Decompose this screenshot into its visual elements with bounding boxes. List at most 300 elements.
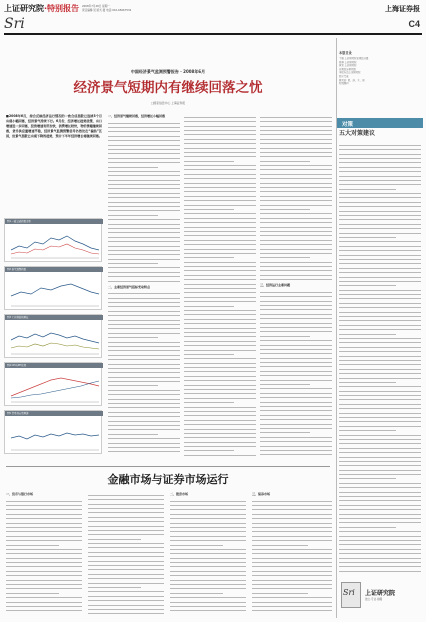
body-text-lines bbox=[252, 498, 332, 612]
text-line bbox=[88, 518, 164, 522]
text-line bbox=[252, 550, 332, 554]
chart-5 bbox=[4, 410, 102, 454]
text-line bbox=[184, 272, 256, 276]
section-heading: 三、经济运行主要问题 bbox=[260, 283, 291, 288]
text-line bbox=[260, 175, 332, 179]
text-line bbox=[88, 553, 164, 557]
text-line bbox=[184, 259, 256, 263]
text-line bbox=[260, 237, 332, 241]
text-line bbox=[184, 145, 256, 149]
text-line bbox=[6, 564, 82, 568]
text-line bbox=[339, 199, 421, 203]
text-line bbox=[184, 268, 256, 272]
text-line bbox=[184, 338, 256, 342]
text-line bbox=[88, 606, 164, 610]
text-line bbox=[339, 296, 421, 300]
text-line bbox=[184, 158, 234, 162]
text-line bbox=[88, 562, 164, 566]
text-line bbox=[184, 162, 256, 166]
text-line bbox=[339, 419, 421, 423]
text-column-2 bbox=[184, 114, 256, 460]
text-line bbox=[339, 524, 396, 528]
text-line bbox=[339, 322, 421, 326]
text-line bbox=[260, 329, 332, 333]
text-line bbox=[260, 140, 332, 144]
body-text-lines bbox=[339, 142, 421, 572]
text-line bbox=[170, 520, 246, 524]
text-line bbox=[6, 572, 82, 576]
chart-caption: 图1 一致合成指数走势 bbox=[5, 219, 103, 224]
text-line bbox=[108, 449, 180, 453]
text-line bbox=[184, 140, 256, 144]
text-line bbox=[339, 160, 421, 164]
text-line bbox=[6, 603, 82, 607]
text-line bbox=[339, 291, 421, 295]
text-line bbox=[108, 356, 180, 360]
text-line bbox=[184, 382, 256, 386]
text-line bbox=[108, 269, 180, 273]
text-line bbox=[184, 334, 256, 338]
text-line bbox=[339, 520, 421, 524]
text-line bbox=[184, 347, 256, 351]
text-line bbox=[339, 388, 421, 392]
text-line bbox=[184, 276, 256, 280]
text-line bbox=[260, 127, 332, 131]
text-line bbox=[108, 172, 180, 176]
text-line bbox=[339, 458, 421, 462]
text-line bbox=[252, 498, 332, 502]
text-line bbox=[170, 564, 246, 568]
body-text-lines bbox=[108, 120, 180, 282]
text-line bbox=[6, 511, 82, 515]
sidebar-index-title: 本版目录 bbox=[339, 51, 352, 55]
text-line bbox=[170, 590, 223, 594]
text-line bbox=[339, 217, 421, 221]
text-line bbox=[108, 142, 180, 146]
text-line bbox=[260, 233, 332, 237]
text-line bbox=[339, 335, 421, 339]
text-line bbox=[339, 366, 421, 370]
text-line bbox=[339, 449, 421, 453]
text-line bbox=[170, 568, 246, 572]
text-line bbox=[108, 208, 180, 212]
text-line bbox=[108, 186, 180, 190]
text-line bbox=[260, 145, 332, 149]
text-line bbox=[260, 154, 332, 158]
text-line bbox=[108, 151, 180, 155]
text-line bbox=[108, 146, 180, 150]
text-line bbox=[108, 221, 180, 225]
text-line bbox=[260, 416, 332, 420]
text-line bbox=[260, 263, 332, 267]
text-line bbox=[339, 515, 421, 519]
text-line bbox=[184, 426, 256, 430]
text-line bbox=[184, 298, 256, 302]
text-line bbox=[252, 586, 332, 590]
text-line bbox=[108, 164, 158, 168]
text-line bbox=[108, 129, 180, 133]
text-line bbox=[88, 532, 164, 536]
text-line bbox=[339, 269, 421, 273]
text-line bbox=[6, 581, 82, 585]
text-line bbox=[184, 114, 256, 118]
text-line bbox=[6, 586, 82, 590]
text-line bbox=[108, 422, 180, 426]
text-line bbox=[260, 228, 332, 232]
text-line bbox=[339, 484, 421, 488]
contact-line: 责任编辑:吴 版式:夏 电话:010-65667532 bbox=[82, 9, 132, 12]
text-line bbox=[6, 533, 82, 537]
text-line bbox=[252, 537, 332, 541]
text-line bbox=[108, 330, 180, 334]
text-line bbox=[170, 511, 246, 515]
text-line bbox=[88, 567, 164, 571]
logo-subtitle: 独立·专业·前瞻 bbox=[365, 598, 383, 601]
text-line bbox=[170, 599, 246, 603]
text-line bbox=[339, 436, 421, 440]
text-line bbox=[6, 559, 82, 563]
text-line bbox=[184, 408, 256, 412]
text-line bbox=[260, 324, 332, 328]
text-line bbox=[260, 351, 332, 355]
text-line bbox=[184, 316, 256, 320]
text-line bbox=[339, 208, 421, 212]
text-line bbox=[252, 511, 332, 515]
text-line bbox=[252, 559, 332, 563]
text-line bbox=[88, 580, 164, 584]
text-line bbox=[184, 435, 256, 439]
text-line bbox=[108, 260, 158, 264]
text-line bbox=[260, 430, 310, 434]
text-line bbox=[88, 589, 164, 593]
text-line bbox=[252, 555, 332, 559]
chart-2-graph bbox=[7, 274, 101, 309]
sidebar-index-line: 统筹 上证研究院 bbox=[339, 60, 357, 64]
text-line bbox=[108, 278, 180, 282]
text-line bbox=[260, 241, 332, 245]
right-sidebar bbox=[336, 38, 422, 618]
text-line bbox=[184, 452, 256, 456]
text-line bbox=[339, 304, 421, 308]
text-line bbox=[6, 577, 82, 581]
text-line bbox=[260, 158, 310, 162]
text-line bbox=[260, 386, 332, 390]
text-line bbox=[252, 594, 332, 598]
text-line bbox=[108, 247, 180, 251]
text-line bbox=[184, 184, 256, 188]
text-line bbox=[260, 215, 332, 219]
text-line bbox=[252, 608, 332, 612]
text-line bbox=[339, 300, 421, 304]
text-line bbox=[108, 405, 180, 409]
section-heading: 一、货币与银行市场 bbox=[6, 492, 34, 496]
text-line bbox=[339, 239, 421, 243]
text-line bbox=[339, 550, 421, 554]
text-line bbox=[184, 211, 256, 215]
text-line bbox=[260, 320, 332, 324]
text-line bbox=[6, 594, 82, 598]
text-line bbox=[6, 507, 82, 511]
text-line bbox=[260, 421, 332, 425]
text-line bbox=[6, 608, 82, 612]
text-line bbox=[184, 233, 256, 237]
text-line bbox=[339, 432, 421, 436]
text-line bbox=[170, 577, 246, 581]
text-line bbox=[6, 502, 82, 506]
text-line bbox=[339, 186, 396, 190]
text-line bbox=[108, 177, 180, 181]
text-line bbox=[260, 403, 332, 407]
text-line bbox=[260, 211, 332, 215]
text-line bbox=[252, 590, 308, 594]
text-line bbox=[339, 309, 421, 313]
text-line bbox=[184, 167, 256, 171]
text-line bbox=[184, 127, 256, 131]
text-line bbox=[88, 501, 164, 505]
text-line bbox=[260, 268, 332, 272]
text-line bbox=[339, 392, 421, 396]
text-line bbox=[339, 379, 396, 383]
text-line bbox=[339, 441, 421, 445]
logo-mark: Sri bbox=[343, 588, 355, 597]
text-line bbox=[170, 559, 246, 563]
text-line bbox=[88, 527, 164, 531]
text-line bbox=[260, 289, 332, 293]
text-line bbox=[184, 312, 256, 316]
text-line bbox=[260, 311, 332, 315]
text-line bbox=[184, 391, 256, 395]
text-line bbox=[260, 219, 332, 223]
text-line bbox=[252, 577, 332, 581]
text-line bbox=[339, 533, 421, 537]
text-line bbox=[170, 502, 246, 506]
text-line bbox=[339, 511, 421, 515]
text-line bbox=[184, 307, 256, 311]
text-line bbox=[88, 492, 164, 496]
text-line bbox=[170, 555, 246, 559]
text-line bbox=[260, 412, 332, 416]
text-line bbox=[184, 132, 256, 136]
section-heading: 三、债券市场 bbox=[252, 492, 271, 496]
text-line bbox=[339, 340, 421, 344]
chart-2 bbox=[4, 266, 102, 310]
text-line bbox=[339, 480, 421, 484]
text-line bbox=[6, 515, 82, 519]
text-line bbox=[184, 325, 256, 329]
text-line bbox=[170, 524, 246, 528]
text-line bbox=[108, 413, 180, 417]
text-line bbox=[170, 581, 246, 585]
text-line bbox=[339, 353, 421, 357]
text-line bbox=[184, 118, 256, 122]
text-line bbox=[170, 546, 246, 550]
sidebar-index-line: 研究员: 黄、孙、王、刘 bbox=[339, 78, 365, 82]
text-line bbox=[260, 206, 310, 210]
text-line bbox=[339, 151, 421, 155]
text-line bbox=[260, 315, 332, 319]
text-line bbox=[88, 505, 164, 509]
text-line bbox=[108, 409, 180, 413]
text-line bbox=[260, 224, 332, 228]
text-line bbox=[88, 575, 164, 579]
text-line bbox=[108, 159, 180, 163]
text-line bbox=[184, 417, 256, 421]
text-line bbox=[108, 273, 180, 277]
text-line bbox=[260, 399, 332, 403]
text-line bbox=[6, 520, 82, 524]
text-line bbox=[170, 515, 246, 519]
text-line bbox=[260, 342, 332, 346]
text-line bbox=[339, 506, 421, 510]
text-line bbox=[252, 502, 332, 506]
text-line bbox=[88, 540, 164, 544]
header-rule bbox=[4, 33, 422, 35]
text-line bbox=[108, 243, 180, 247]
text-line bbox=[260, 298, 332, 302]
text-line bbox=[339, 256, 421, 260]
text-line bbox=[170, 550, 246, 554]
text-line bbox=[108, 334, 158, 338]
text-line bbox=[184, 149, 256, 153]
text-line bbox=[88, 510, 164, 514]
text-line bbox=[339, 274, 421, 278]
text-line bbox=[260, 438, 332, 442]
text-line bbox=[260, 443, 332, 447]
text-line bbox=[260, 355, 332, 359]
text-line bbox=[339, 405, 421, 409]
text-line bbox=[108, 369, 180, 373]
text-line bbox=[108, 444, 180, 448]
text-line bbox=[108, 252, 180, 256]
text-line bbox=[108, 391, 180, 395]
body-text-lines bbox=[6, 498, 82, 612]
body-text-lines bbox=[108, 290, 180, 452]
bottom-section-title: 金融市场与证券市场运行 bbox=[107, 473, 229, 486]
text-line bbox=[108, 256, 180, 260]
text-line bbox=[108, 418, 180, 422]
text-line bbox=[184, 360, 256, 364]
page-header bbox=[4, 3, 422, 37]
text-line bbox=[184, 219, 256, 223]
text-line bbox=[184, 215, 256, 219]
text-line bbox=[6, 498, 82, 502]
text-line bbox=[108, 326, 180, 330]
text-line bbox=[339, 370, 421, 374]
text-line bbox=[339, 164, 421, 168]
text-line bbox=[108, 374, 180, 378]
text-line bbox=[260, 184, 332, 188]
section-heading: 二、股票市场 bbox=[170, 492, 189, 496]
text-line bbox=[108, 317, 180, 321]
text-line bbox=[184, 154, 256, 158]
text-line bbox=[170, 603, 246, 607]
text-line bbox=[184, 355, 256, 359]
text-line bbox=[184, 320, 256, 324]
text-line bbox=[108, 440, 180, 444]
text-line bbox=[184, 369, 256, 373]
text-line bbox=[108, 361, 180, 365]
date-line: 2008年7月28日 星期一 bbox=[82, 5, 110, 8]
text-line bbox=[339, 397, 421, 401]
text-line bbox=[260, 333, 310, 337]
text-line bbox=[260, 293, 332, 297]
text-line bbox=[184, 399, 234, 403]
text-line bbox=[260, 193, 332, 197]
bottom-column-4 bbox=[252, 492, 332, 616]
text-line bbox=[170, 533, 246, 537]
text-line bbox=[108, 190, 180, 194]
text-line bbox=[184, 377, 256, 381]
chart-caption: 图2 景气预警指数 bbox=[5, 267, 103, 272]
chart-caption: 图3 工业增加值增长 bbox=[5, 315, 103, 320]
text-line bbox=[252, 603, 332, 607]
bottom-column-2 bbox=[88, 492, 164, 616]
text-line bbox=[6, 524, 82, 528]
body-text-lines bbox=[170, 498, 246, 612]
text-line bbox=[339, 537, 421, 541]
text-line bbox=[108, 199, 180, 203]
text-line bbox=[108, 304, 180, 308]
text-line bbox=[184, 351, 234, 355]
chart-4 bbox=[4, 362, 102, 406]
text-line bbox=[252, 515, 332, 519]
text-line bbox=[108, 137, 180, 141]
text-line bbox=[339, 375, 421, 379]
text-line bbox=[108, 290, 180, 294]
text-line bbox=[184, 285, 256, 289]
text-line bbox=[184, 250, 256, 254]
text-line bbox=[260, 302, 332, 306]
text-line bbox=[339, 265, 421, 269]
text-line bbox=[108, 339, 180, 343]
text-line bbox=[339, 344, 421, 348]
text-line bbox=[260, 372, 332, 376]
text-line bbox=[184, 193, 256, 197]
text-line bbox=[184, 263, 256, 267]
text-line bbox=[6, 555, 82, 559]
text-line bbox=[260, 162, 332, 166]
text-line bbox=[184, 294, 256, 298]
text-line bbox=[260, 132, 332, 136]
text-line bbox=[260, 118, 332, 122]
byline: □国家信息中心 上海证券报 bbox=[150, 101, 186, 105]
body-text-lines bbox=[260, 289, 332, 455]
text-line bbox=[108, 396, 180, 400]
text-line bbox=[88, 536, 141, 540]
text-line bbox=[260, 246, 332, 250]
text-line bbox=[339, 410, 421, 414]
text-line bbox=[260, 368, 332, 372]
text-line bbox=[108, 431, 158, 435]
text-line bbox=[184, 439, 256, 443]
text-line bbox=[339, 155, 421, 159]
body-text-lines bbox=[184, 114, 256, 456]
section-divider bbox=[6, 466, 330, 467]
text-line bbox=[339, 493, 421, 497]
text-line bbox=[339, 383, 421, 387]
text-line bbox=[184, 329, 256, 333]
text-line bbox=[339, 331, 396, 335]
text-line bbox=[88, 514, 164, 518]
text-line bbox=[184, 395, 256, 399]
text-line bbox=[260, 452, 332, 456]
text-line bbox=[260, 359, 332, 363]
text-line bbox=[339, 234, 396, 238]
text-line bbox=[260, 364, 332, 368]
text-line bbox=[108, 299, 180, 303]
text-line bbox=[108, 295, 180, 299]
section-heading: 二、主要经济景气指标变动特点 bbox=[108, 284, 151, 289]
